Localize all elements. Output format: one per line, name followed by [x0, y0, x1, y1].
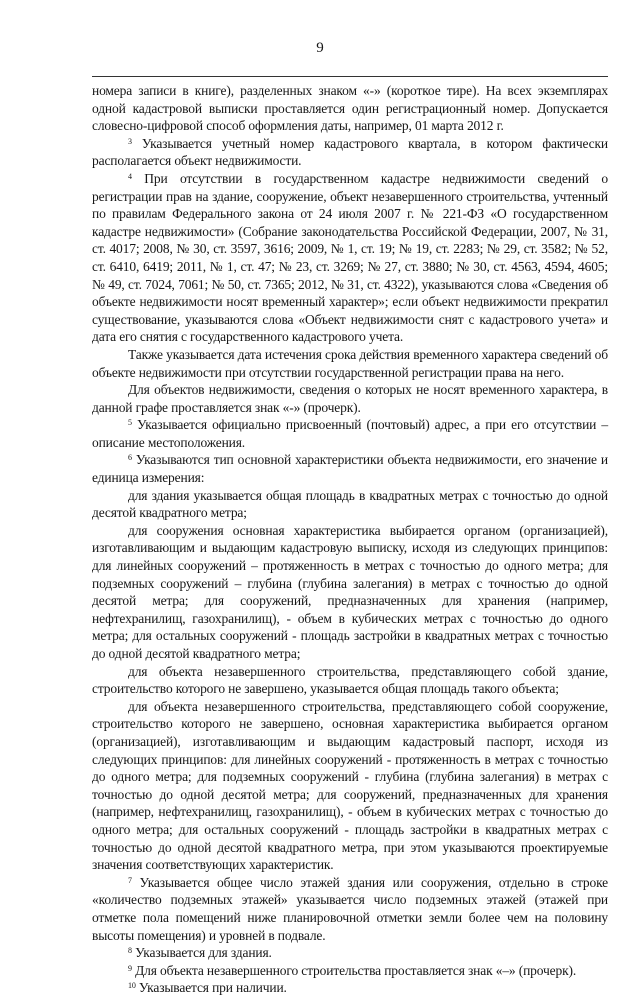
- footnote-marker: 9: [128, 963, 132, 973]
- paragraph-text: для объекта незавершенного строительства, представляющего собой сооружение, строительство которого не завершено, основная характеристика выбирается органом (организацией), изготавливающим и выдающим кадастровый паспорт, исходя из следующих принципов: для линейных сооружений - протяженность в метрах с точностью до одного метра; для подземных сооружений - глубина (глубина залегания) в метрах с точностью до одной десятой метра; для сооружений, предназначенных для хранения (например, нефтехранилищ, газохранилищ), - объем в кубических метрах с точностью до одного метра; для остальных сооружений - площадь застройки в квадратных метрах с точностью до одной десятой квадратного метра, при этом указываются проектируемые значения соответствующих характеристик.: [92, 698, 608, 873]
- footnote-8: [92, 944, 608, 962]
- paragraph-text: Для объекта незавершенного строительства проставляется знак «–» (прочерк).: [131, 962, 577, 978]
- footnote-10: [92, 979, 608, 997]
- paragraph-text: номера записи в книге), разделенных знаком «-» (короткое тире). На всех экземплярах одной кадастровой выписки проставляется один регистрационный номер. Допускается словесно-цифровой способ оформления даты, например, 01 марта 2012 г.: [92, 83, 608, 134]
- paragraph: [92, 346, 608, 381]
- paragraph: [92, 381, 608, 416]
- paragraph: [92, 663, 608, 698]
- paragraph: [92, 487, 608, 522]
- footnote-marker: 3: [128, 136, 132, 146]
- page-number: 9: [316, 40, 324, 56]
- footnote-3: [92, 135, 608, 170]
- footnote-7: [92, 874, 608, 944]
- paragraph-text: Для объектов недвижимости, сведения о которых не носят временного характера, в данной графе проставляется знак «-» (прочерк).: [92, 382, 608, 415]
- footnote-marker: 7: [128, 875, 132, 885]
- footnote-marker: 5: [128, 418, 132, 428]
- footnote-5: [92, 416, 608, 451]
- paragraph-text: для сооружения основная характеристика выбирается органом (организацией), изготавливающим и выдающим кадастровую выписку, исходя из следующих принципов: для линейных сооружений – протяженность в метрах с точностью до одного метра; для подземных сооружений – глубина (глубина залегания) в метрах с точностью до одной десятой метра; для сооружений, предназначенных для хранения (например, нефтехранилищ, газохранилищ), - объем в кубических метрах с точностью до одного метра; для остальных сооружений - площадь застройки в квадратных метрах с точностью до одной десятой квадратного метра;: [92, 522, 608, 661]
- paragraph-text: для объекта незавершенного строительства, представляющего собой здание, строительство которого не завершено, указывается общая площадь такого объекта;: [92, 663, 608, 697]
- footnote-marker: 4: [128, 171, 132, 181]
- paragraph-text: Указывается для здания.: [131, 945, 272, 961]
- footnote-marker: 10: [128, 981, 136, 991]
- paragraph-text: При отсутствии в государственном кадастре недвижимости сведений о регистрации прав на здание, сооружение, объект незавершенного строительства, учтенный по правилам Федерального закона от 24 июля 2007 г. № 221-ФЗ «О государственном кадастре недвижимости» (Собрание законодательства Российской Федерации, 2007, № 31, ст. 4017; 2008, № 30, ст. 3597, 3616; 2009, № 1, ст. 19; № 19, ст. 2283; № 29, ст. 3582; № 52, ст. 6410, 6419; 2011, № 1, ст. 47; № 23, ст. 3269; № 27, ст. 3880; № 30, ст. 4563, 4594, 4605; № 49, ст. 7024, 7061; № 50, ст. 7365; 2012, № 31, ст. 4322), указываются слова «Сведения об объекте недвижимости носят временный характер»; если объект недвижимости прекратил существование, указываются слова «Объект недвижимости снят с кадастрового учета» и дата его снятия с государственного кадастрового учета.: [92, 170, 608, 345]
- header-rule: [92, 76, 608, 77]
- paragraph-text: Указываются тип основной характеристики объекта недвижимости, его значение и единица измерения:: [92, 452, 608, 486]
- paragraph: [92, 698, 608, 874]
- footnote-4: [92, 170, 608, 346]
- footnote-marker: 6: [128, 453, 132, 463]
- paragraph-text: Также указывается дата истечения срока действия временного характера сведений об объекте недвижимости при отсутствии государственной регистрации права на него.: [92, 346, 608, 380]
- paragraph-text: Указывается при наличии.: [135, 980, 287, 996]
- footnote-9: [92, 962, 608, 980]
- paragraph-continued: [92, 82, 608, 135]
- paragraph-text: Указывается общее число этажей здания или сооружения, отдельно в строке «количество подземных этажей» указывается число подземных этажей (этажей при отметке пола помещений ниже планировочной отметки земли более чем на половину высоты помещения) и уровней в подвале.: [92, 874, 608, 943]
- paragraph: [92, 522, 608, 663]
- footnote-6: [92, 451, 608, 486]
- paragraph-text: для здания указывается общая площадь в квадратных метрах с точностью до одной десятой квадратного метра;: [92, 487, 608, 521]
- footnotes-body: [92, 82, 608, 997]
- paragraph-text: Указывается учетный номер кадастрового квартала, в котором фактически располагается объект недвижимости.: [92, 135, 608, 169]
- paragraph-text: Указывается официально присвоенный (почтовый) адрес, а при его отсутствии – описание местоположения.: [92, 417, 608, 450]
- footnote-marker: 8: [128, 946, 132, 956]
